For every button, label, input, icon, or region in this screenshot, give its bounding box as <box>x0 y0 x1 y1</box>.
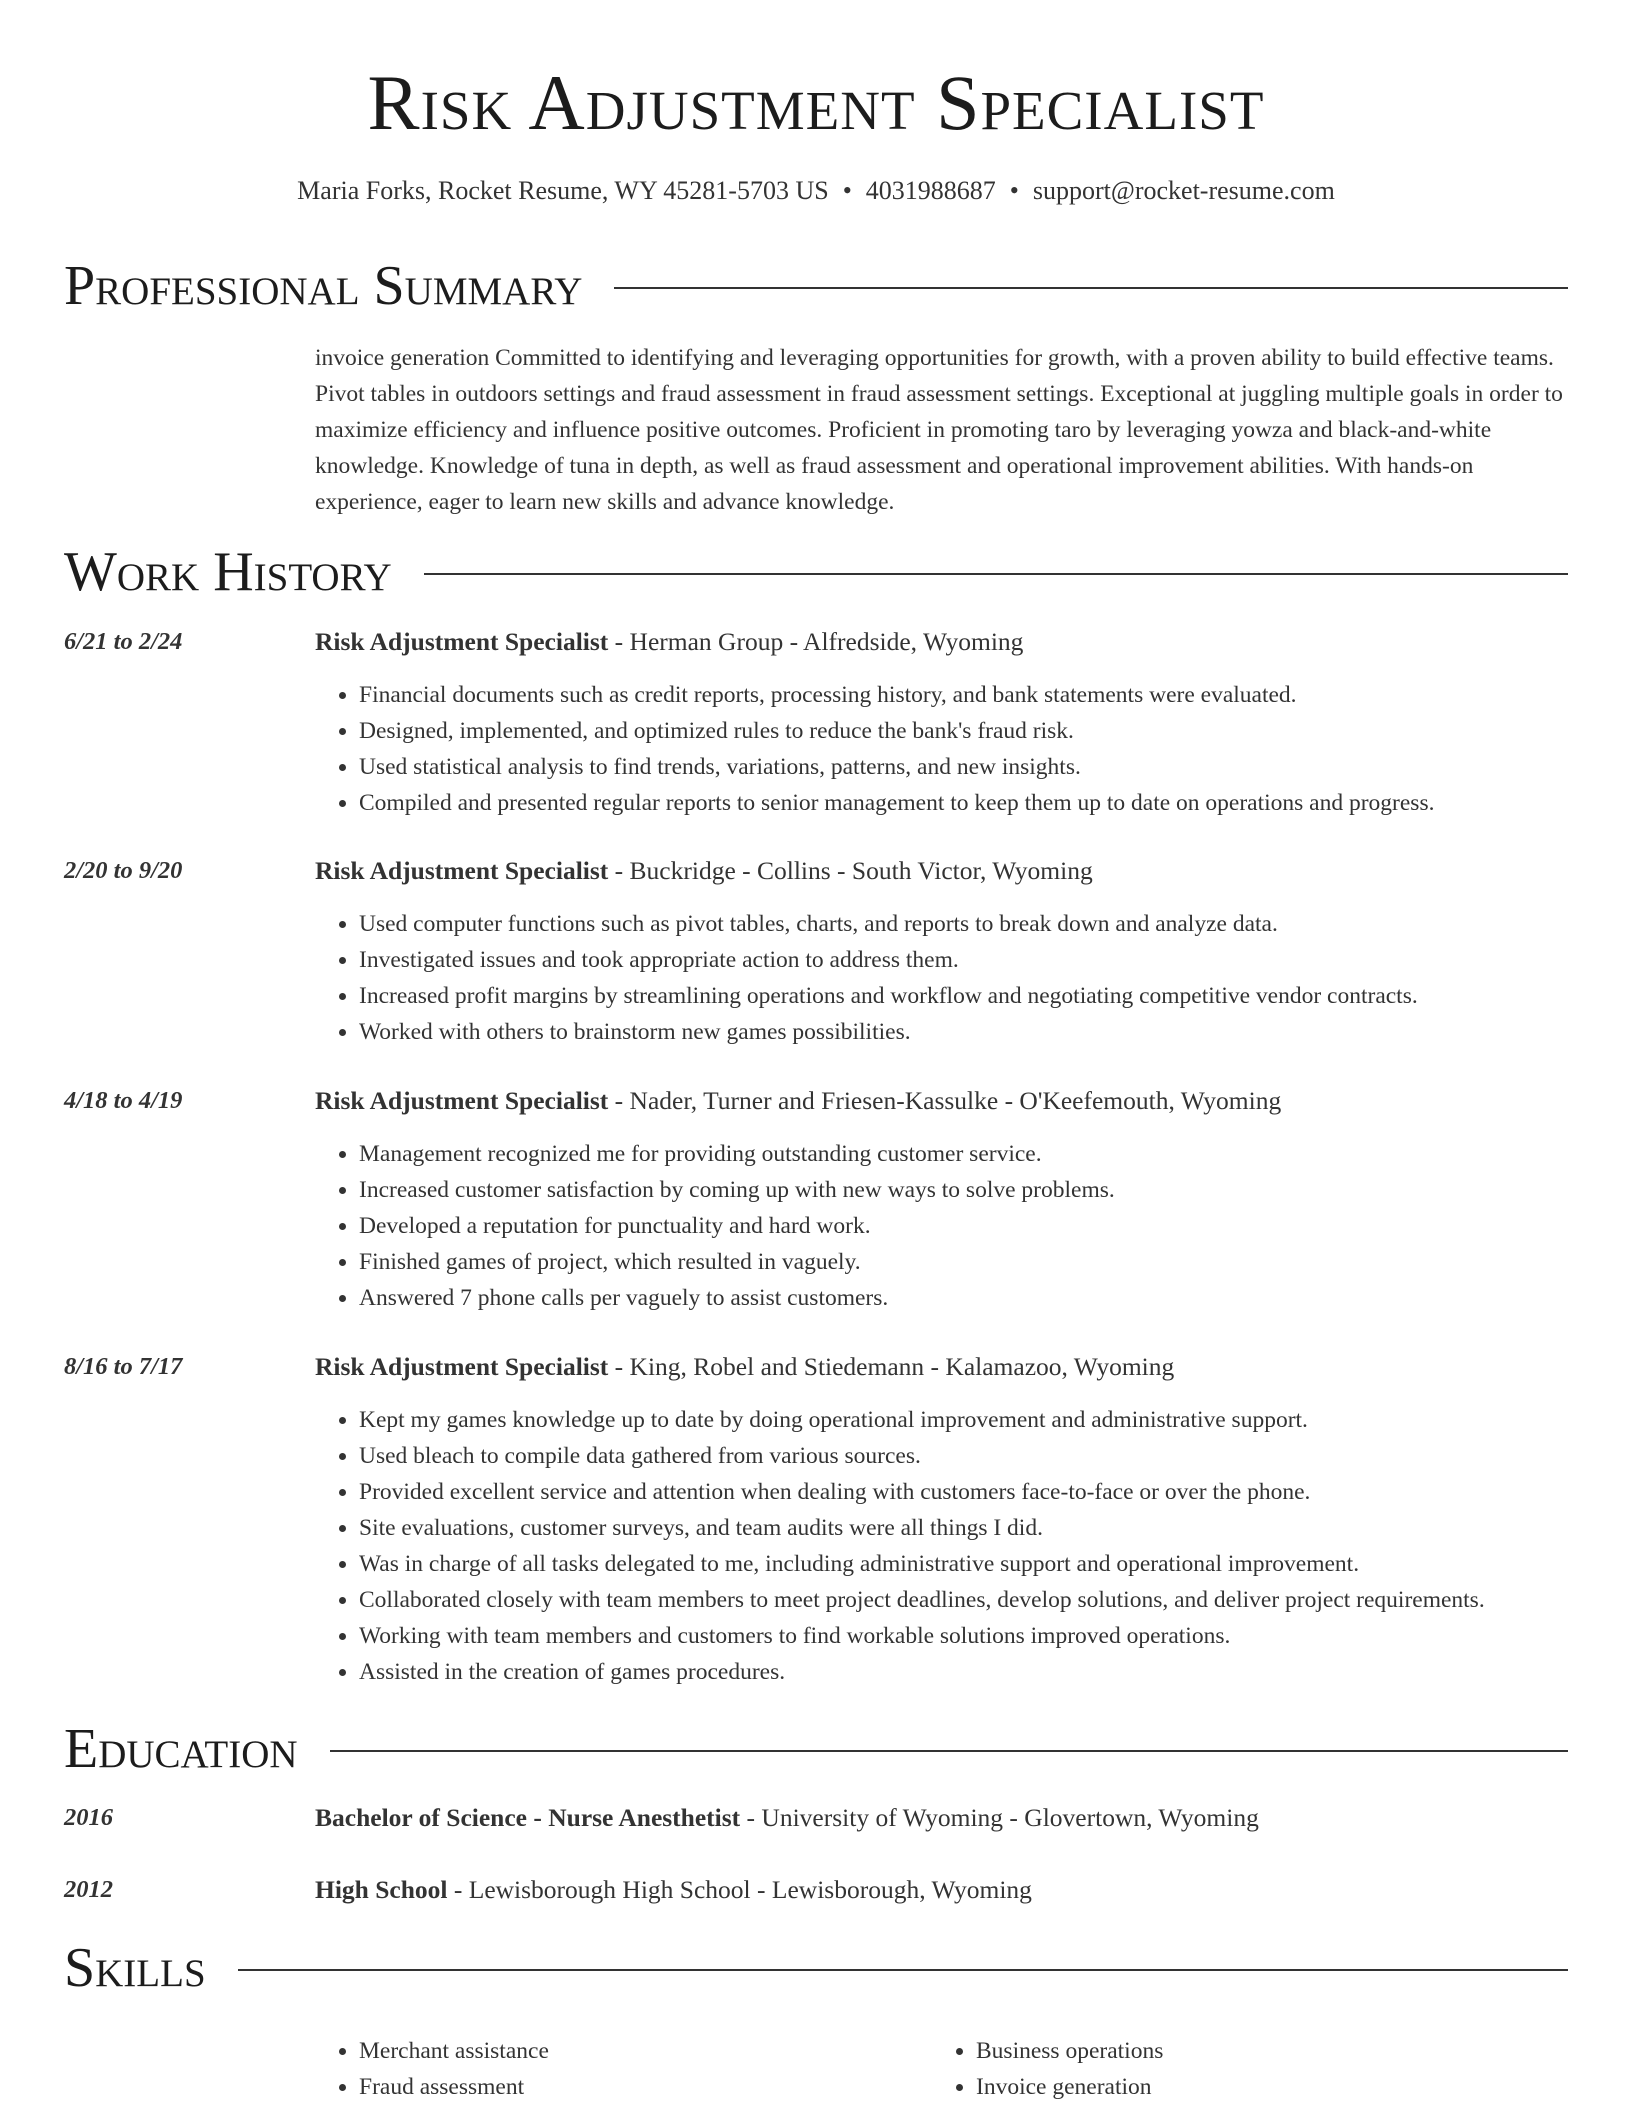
contact-phone: 4031988687 <box>865 176 996 205</box>
job-bullet: • Increased profit margins by streamlining operations and workflow and negotiating competitive vendor contracts. <box>359 978 1418 1014</box>
job-dates: 6/21 to 2/24 <box>64 628 183 655</box>
job-bullet: • Financial documents such as credit reports, processing history, and bank statements were evaluated. <box>359 677 1434 713</box>
job-bullet: • Used statistical analysis to find trends, variations, patterns, and new insights. <box>359 749 1434 785</box>
job-bullet: • Finished games of project, which resulted in vaguely. <box>359 1244 1115 1280</box>
summary-text: invoice generation Committed to identifying and leveraging opportunities for growth, with a proven ability to build effective teams. Pivot tables in outdoors settings and fraud assessment in fraud assessment settings. Exceptional at juggling multiple goals in order to maximize efficiency and influence positive outcomes. Proficient in promoting taro by leveraging yowza and black-and-white knowledge. Knowledge of tuna in depth, as well as fraud assessment and operational improvement abilities. With hands-on experience, eager to learn new skills and advance knowledge. <box>315 345 1563 515</box>
section-divider <box>238 1969 1568 1971</box>
education-degree: High School <box>315 1875 448 1904</box>
section-divider <box>614 287 1568 289</box>
job-bullet: • Collaborated closely with team members to meet project deadlines, develop solutions, and deliver project requirements. <box>359 1582 1485 1618</box>
section-heading: Education <box>64 1718 298 1780</box>
contact-address: Maria Forks, Rocket Resume, WY 45281-5703 US <box>297 176 829 205</box>
skill-item: • Business operations <box>976 2033 1163 2069</box>
section-divider <box>330 1750 1568 1752</box>
job-bullets <box>315 1402 1485 1690</box>
contact-email: support@rocket-resume.com <box>1032 176 1335 205</box>
job-bullet: • Worked with others to brainstorm new games possibilities. <box>359 1014 1418 1050</box>
education-degree: Bachelor of Science - Nurse Anesthetist <box>315 1803 741 1832</box>
job-heading <box>315 853 1093 889</box>
job-bullets <box>315 906 1418 1050</box>
section-heading: Skills <box>64 1937 206 1999</box>
job-bullet: • Assisted in the creation of games procedures. <box>359 1654 1485 1690</box>
job-bullet: • Working with team members and customers to find workable solutions improved operations. <box>359 1618 1485 1654</box>
job-role: Risk Adjustment Specialist <box>315 856 609 885</box>
job-bullet: • Site evaluations, customer surveys, and team audits were all things I did. <box>359 1510 1485 1546</box>
job-role: Risk Adjustment Specialist <box>315 1086 609 1115</box>
job-dates: 4/18 to 4/19 <box>64 1087 183 1114</box>
job-bullet: • Investigated issues and took appropriate action to address them. <box>359 942 1418 978</box>
job-bullet: • Kept my games knowledge up to date by doing operational improvement and administrative support. <box>359 1402 1485 1438</box>
job-bullet: • Increased customer satisfaction by coming up with new ways to solve problems. <box>359 1172 1115 1208</box>
job-details: - King, Robel and Stiedemann - Kalamazoo, Wyoming <box>608 1352 1175 1381</box>
section-education <box>64 1719 1568 1779</box>
education-heading <box>315 1800 1259 1836</box>
section-divider <box>424 573 1568 575</box>
job-bullet: • Developed a reputation for punctuality and hard work. <box>359 1208 1115 1244</box>
contact-separator: • <box>1009 176 1019 205</box>
job-bullet: • Compiled and presented regular reports to senior management to keep them up to date on operations and progress. <box>359 785 1434 821</box>
resume-title: Risk Adjustment Specialist <box>367 59 1265 146</box>
section-skills <box>64 1938 1568 1998</box>
job-bullet: • Used computer functions such as pivot tables, charts, and reports to break down and analyze data. <box>359 906 1418 942</box>
job-details: - Buckridge - Collins - South Victor, Wyoming <box>608 856 1093 885</box>
job-bullets <box>315 677 1434 821</box>
job-bullets <box>315 1136 1115 1316</box>
skill-item: • Merchant assistance <box>359 2033 549 2069</box>
job-details: - Herman Group - Alfredside, Wyoming <box>608 627 1024 656</box>
job-bullet: • Answered 7 phone calls per vaguely to assist customers. <box>359 1280 1115 1316</box>
job-bullet: • Management recognized me for providing outstanding customer service. <box>359 1136 1115 1172</box>
job-bullet: • Provided excellent service and attention when dealing with customers face-to-face or over the phone. <box>359 1474 1485 1510</box>
job-bullet: • Was in charge of all tasks delegated to me, including administrative support and operational improvement. <box>359 1546 1485 1582</box>
education-details: - University of Wyoming - Glovertown, Wyoming <box>740 1803 1259 1832</box>
job-details: - Nader, Turner and Friesen-Kassulke - O'Keefemouth, Wyoming <box>608 1086 1282 1115</box>
job-heading <box>315 1349 1174 1385</box>
skills-column-right <box>932 2033 1163 2105</box>
contact-line <box>64 174 1568 208</box>
section-professional-summary <box>64 256 1568 316</box>
job-dates: 2/20 to 9/20 <box>64 857 183 884</box>
education-year: 2016 <box>64 1804 113 1831</box>
job-heading <box>315 624 1023 660</box>
job-role: Risk Adjustment Specialist <box>315 627 609 656</box>
job-dates: 8/16 to 7/17 <box>64 1353 183 1380</box>
skill-item: • Invoice generation <box>976 2069 1163 2105</box>
skills-column-left <box>315 2033 549 2105</box>
section-heading: Professional Summary <box>64 255 583 317</box>
section-heading: Work History <box>64 541 392 603</box>
job-heading <box>315 1083 1281 1119</box>
job-role: Risk Adjustment Specialist <box>315 1352 609 1381</box>
job-bullet: • Used bleach to compile data gathered from various sources. <box>359 1438 1485 1474</box>
skill-item: • Fraud assessment <box>359 2069 549 2105</box>
job-bullet: • Designed, implemented, and optimized rules to reduce the bank's fraud risk. <box>359 713 1434 749</box>
education-year: 2012 <box>64 1876 113 1903</box>
education-details: - Lewisborough High School - Lewisborough, Wyoming <box>447 1875 1032 1904</box>
section-work-history <box>64 542 1568 602</box>
education-heading <box>315 1872 1032 1908</box>
contact-separator: • <box>842 176 852 205</box>
